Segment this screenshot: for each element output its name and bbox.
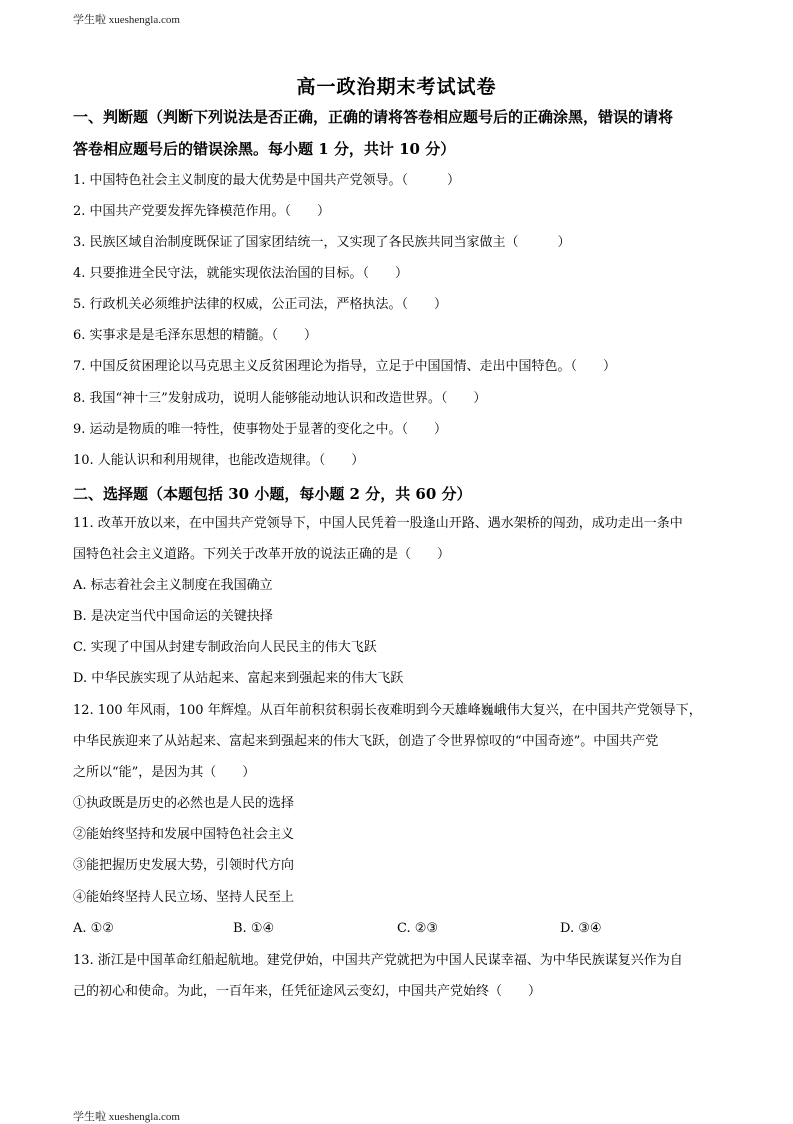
q11-option-c: C. 实现了中国从封建专制政治向人民民主的伟大飞跃 <box>73 640 377 655</box>
judgment-item-10: 10. 人能认识和利用规律，也能改造规律。（ ） <box>73 453 365 468</box>
header-site-text: 学生啦 xueshengla.com <box>73 14 180 26</box>
judgment-item-7: 7. 中国反贫困理论以马克思主义反贫困理论为指导，立足于中国国情、走出中国特色。（ ） <box>73 359 617 374</box>
judgment-item-9: 9. 运动是物质的唯一特性，使事物处于显著的变化之中。（ ） <box>73 422 448 437</box>
q11-option-a: A. 标志着社会主义制度在我国确立 <box>73 578 273 593</box>
judgment-item-6: 6. 实事求是是毛泽东思想的精髓。（ ） <box>73 328 318 343</box>
q12-choice-a: A. ①② <box>73 921 114 936</box>
q12-choice-d: D. ③④ <box>560 921 602 936</box>
q13-stem-line2: 己的初心和使命。为此，一百年来，任凭征途风云变幻，中国共产党始终（ ） <box>73 984 542 999</box>
judgment-item-2: 2. 中国共产党要发挥先锋模范作用。（ ） <box>73 204 331 219</box>
q12-choice-b: B. ①④ <box>233 921 275 936</box>
q11-option-b: B. 是决定当代中国命运的关键抉择 <box>73 609 273 624</box>
judgment-item-1: 1. 中国特色社会主义制度的最大优势是中国共产党领导。（ ） <box>73 173 461 188</box>
section1-heading-line2: 答卷相应题号后的错误涂黑。每小题 1 分，共计 10 分） <box>73 140 456 158</box>
q12-statement-1: ①执政既是历史的必然也是人民的选择 <box>73 796 295 811</box>
judgment-item-3: 3. 民族区域自治制度既保证了国家团结统一，又实现了各民族共同当家做主（ ） <box>73 235 571 250</box>
q12-stem-line1: 12. 100 年风雨，100 年辉煌。从百年前积贫积弱长夜难明到今天雄峰巍峨伟大复兴，在中国共产党领导下， <box>73 703 702 718</box>
footer-site-text: 学生啦 xueshengla.com <box>73 1111 180 1123</box>
q11-option-d: D. 中华民族实现了从站起来、富起来到强起来的伟大飞跃 <box>73 671 404 686</box>
page-title: 高一政治期末考试试卷 <box>296 76 497 98</box>
q11-stem-line2: 国特色社会主义道路。下列关于改革开放的说法正确的是（ ） <box>73 547 451 562</box>
judgment-item-5: 5. 行政机关必须维护法律的权威，公正司法，严格执法。（ ） <box>73 297 448 312</box>
section1-heading-line1: 一、判断题（判断下列说法是否正确，正确的请将答卷相应题号后的正确涂黑，错误的请将 <box>73 108 674 126</box>
q12-statement-4: ④能始终坚持人民立场、坚持人民至上 <box>73 890 295 905</box>
judgment-item-4: 4. 只要推进全民守法，就能实现依法治国的目标。（ ） <box>73 266 409 281</box>
q12-stem-line3: 之所以“能”，是因为其（ ） <box>73 765 256 780</box>
q13-stem-line1: 13. 浙江是中国革命红船起航地。建党伊始，中国共产党就把为中国人民谋幸福、为中华民族谋复兴作为自 <box>73 953 683 968</box>
q12-statement-3: ③能把握历史发展大势，引领时代方向 <box>73 858 295 873</box>
q12-choice-c: C. ②③ <box>397 921 439 936</box>
q12-stem-line2: 中华民族迎来了从站起来、富起来到强起来的伟大飞跃，创造了令世界惊叹的“中国奇迹”。中国共产党 <box>73 734 659 749</box>
section2-heading: 二、选择题（本题包括 30 小题，每小题 2 分，共 60 分） <box>73 485 472 503</box>
q12-statement-2: ②能始终坚持和发展中国特色社会主义 <box>73 827 295 842</box>
q11-stem-line1: 11. 改革开放以来，在中国共产党领导下，中国人民凭着一股逢山开路、遇水架桥的闯劲，成功走出一条中 <box>73 516 683 531</box>
judgment-item-8: 8. 我国“神十三”发射成功，说明人能够能动地认识和改造世界。（ ） <box>73 391 487 406</box>
